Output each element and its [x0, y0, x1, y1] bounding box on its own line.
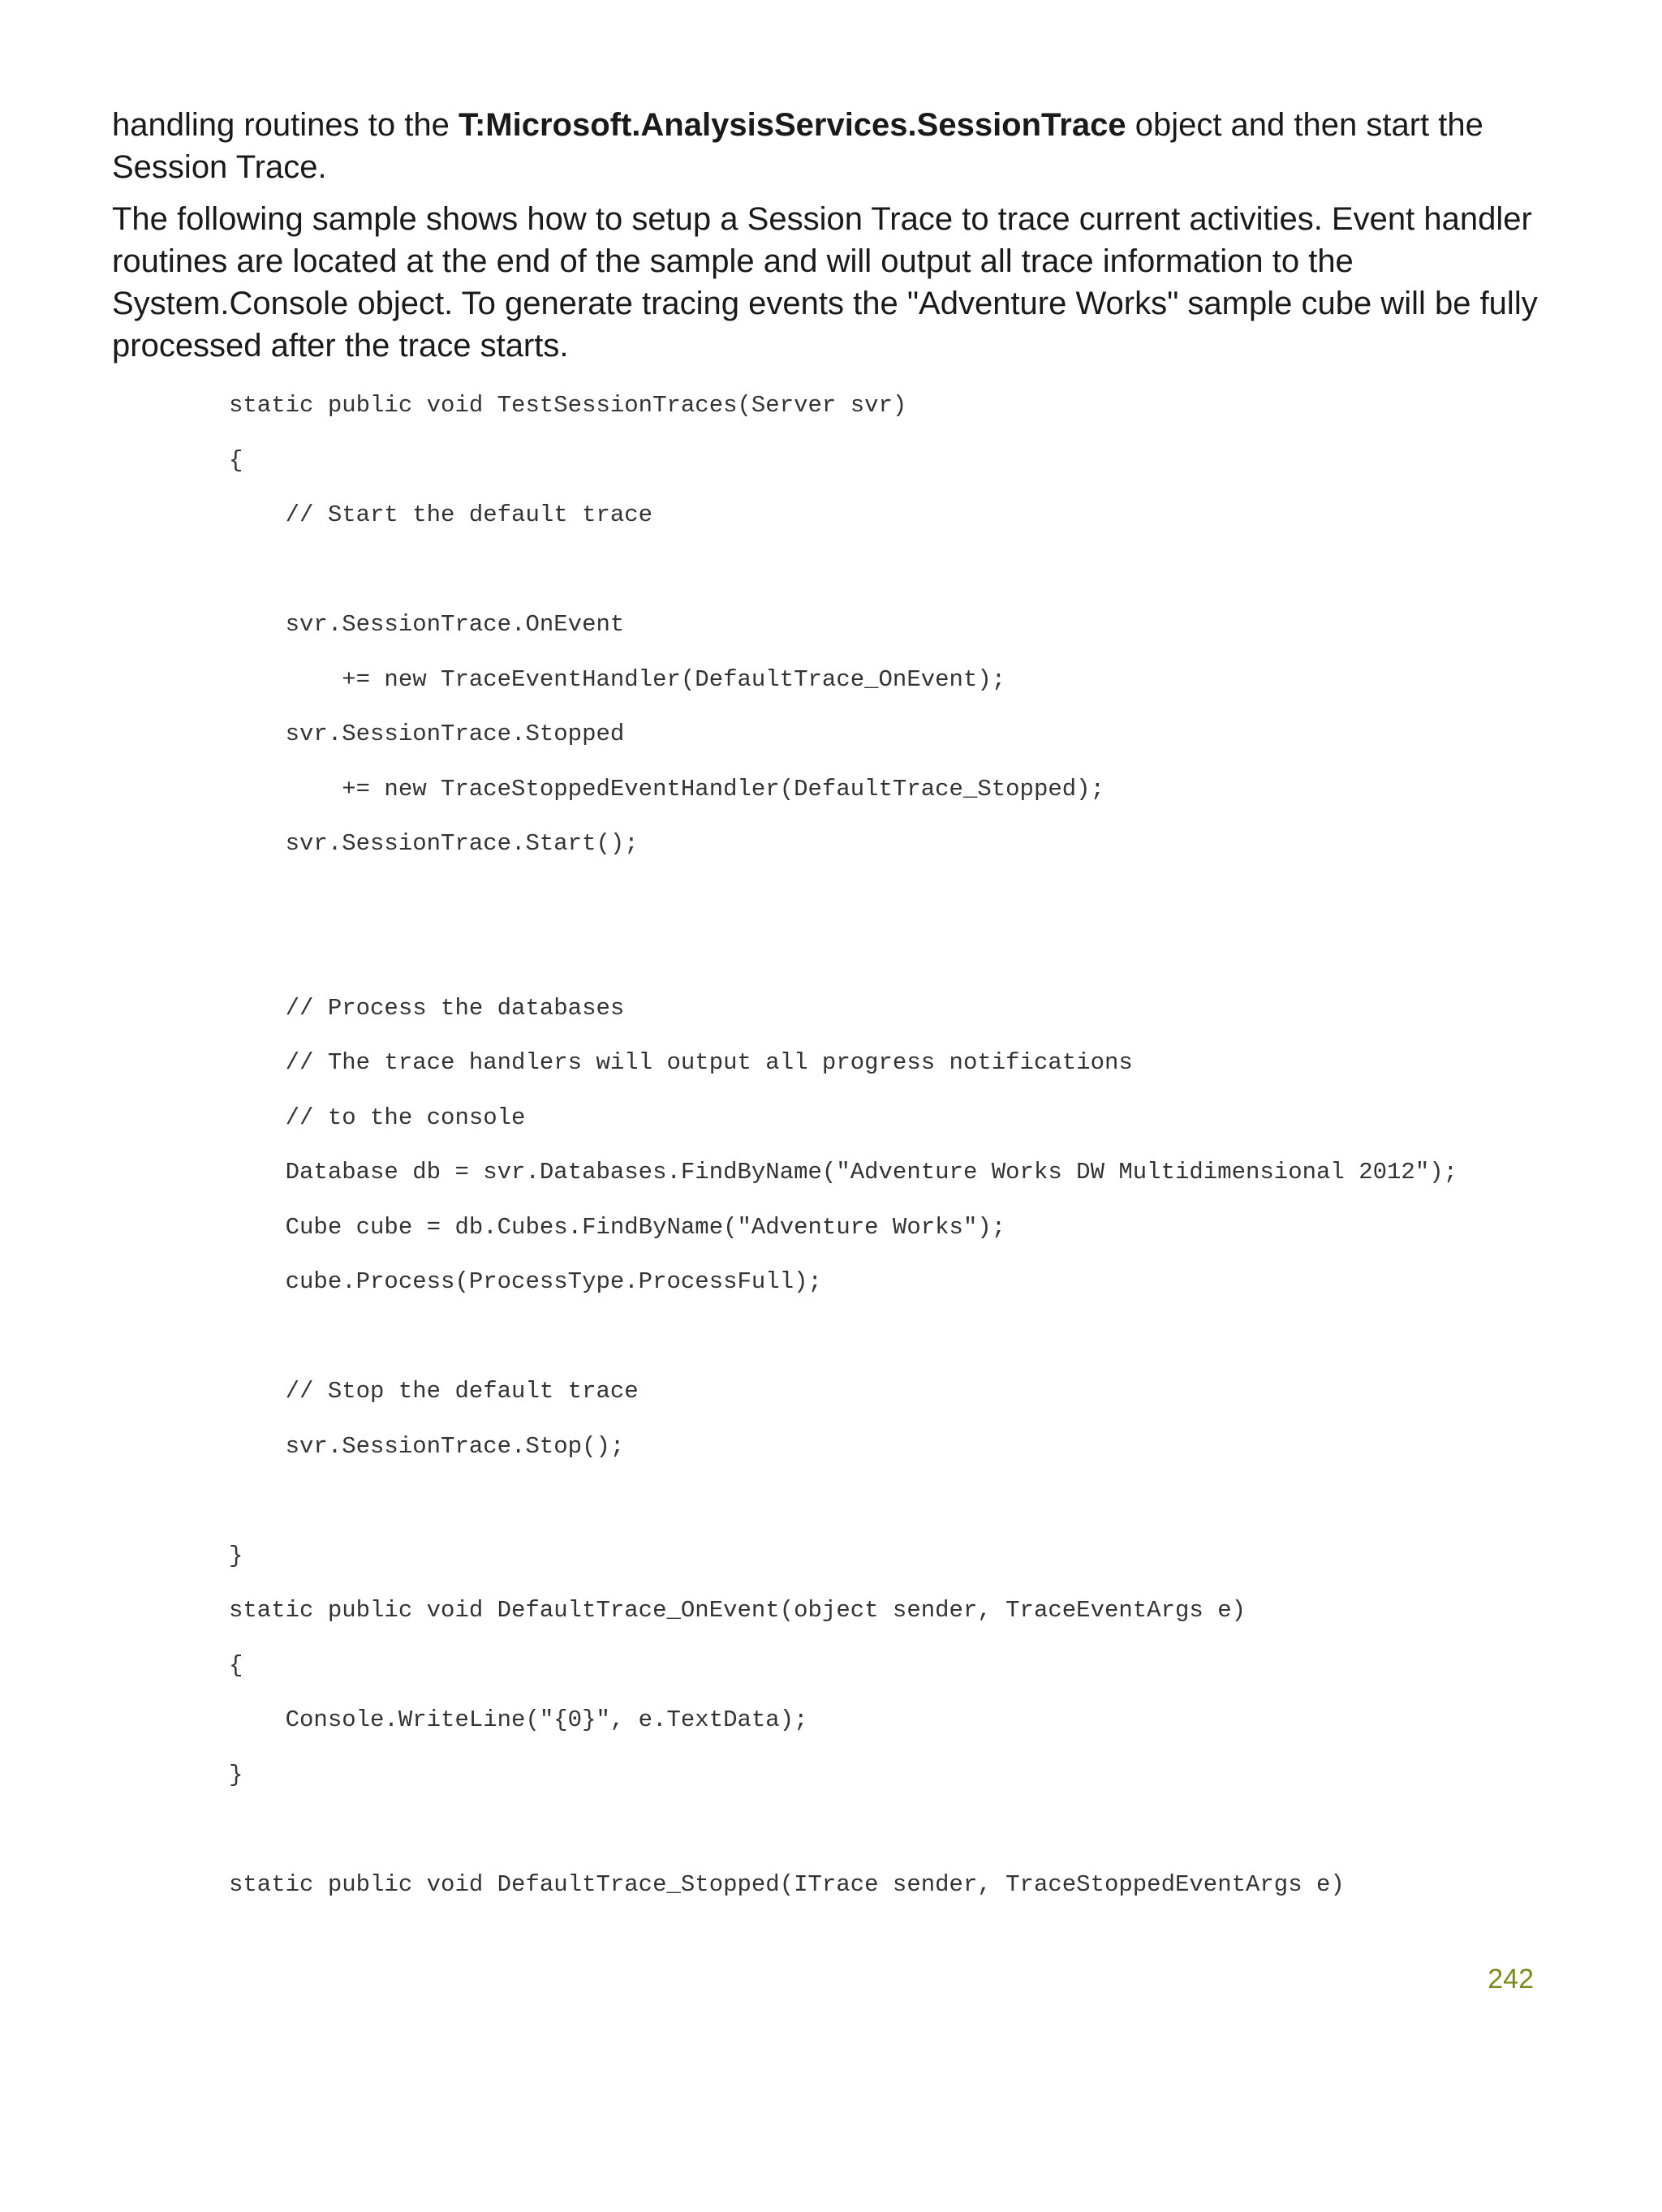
code-line: static public void DefaultTrace_Stopped(ITrace sender, TraceStoppedEventArgs e) — [229, 1870, 1345, 1898]
code-line: // The trace handlers will output all progress notifications — [229, 1049, 1133, 1076]
code-line: static public void TestSessionTraces(Server svr) — [229, 392, 907, 419]
code-line — [229, 554, 1608, 609]
code-line: // Start the default trace — [229, 501, 653, 528]
description-paragraph: The following sample shows how to setup a Session Trace to trace current activities. Event handler routines are located at the end of the sample and will output all trace information to the System.Console object. To generate tracing events the "Adventure Works" sample cube will be fully processed after the trace starts. — [112, 201, 1538, 364]
code-line: Database db = svr.Databases.FindByName("Adventure Works DW Multidimensional 2012"); — [229, 1159, 1458, 1186]
code-line: svr.SessionTrace.Stopped — [229, 721, 625, 747]
code-sample — [229, 389, 1608, 1923]
code-line: { — [229, 1651, 243, 1679]
page-number: 242 — [1488, 1964, 1534, 1995]
code-line: svr.SessionTrace.Stop(); — [229, 1432, 625, 1460]
code-line: += new TraceStoppedEventHandler(DefaultTrace_Stopped); — [229, 775, 1104, 803]
intro-paragraph — [112, 104, 1540, 188]
code-line: } — [229, 1761, 243, 1788]
code-line: svr.SessionTrace.OnEvent — [229, 611, 625, 638]
code-line: Cube cube = db.Cubes.FindByName("Adventure Works"); — [229, 1213, 1006, 1241]
code-line: // Process the databases — [229, 994, 625, 1022]
code-line — [229, 937, 1608, 992]
code-line: += new TraceEventHandler(DefaultTrace_OnEvent); — [229, 665, 1006, 693]
code-line — [229, 1814, 1608, 1869]
code-line — [229, 1485, 1608, 1540]
code-line: Console.WriteLine("{0}", e.TextData); — [229, 1706, 808, 1733]
code-line: static public void DefaultTrace_OnEvent(object sender, TraceEventArgs e) — [229, 1597, 1246, 1624]
code-line: // to the console — [229, 1104, 526, 1131]
class-reference: T:Microsoft.AnalysisServices.SessionTrace — [458, 107, 1126, 143]
code-line: // Stop the default trace — [229, 1378, 639, 1405]
code-line — [229, 1321, 1608, 1376]
intro-text-end: object and then start the Session Trace. — [112, 107, 1483, 185]
code-line: cube.Process(ProcessType.ProcessFull); — [229, 1268, 822, 1295]
body-text — [112, 104, 1540, 377]
code-line: svr.SessionTrace.Start(); — [229, 830, 639, 857]
code-line: { — [229, 446, 243, 474]
code-line — [229, 883, 1608, 938]
code-line: } — [229, 1542, 243, 1569]
intro-text-start: handling routines to the — [112, 107, 459, 143]
